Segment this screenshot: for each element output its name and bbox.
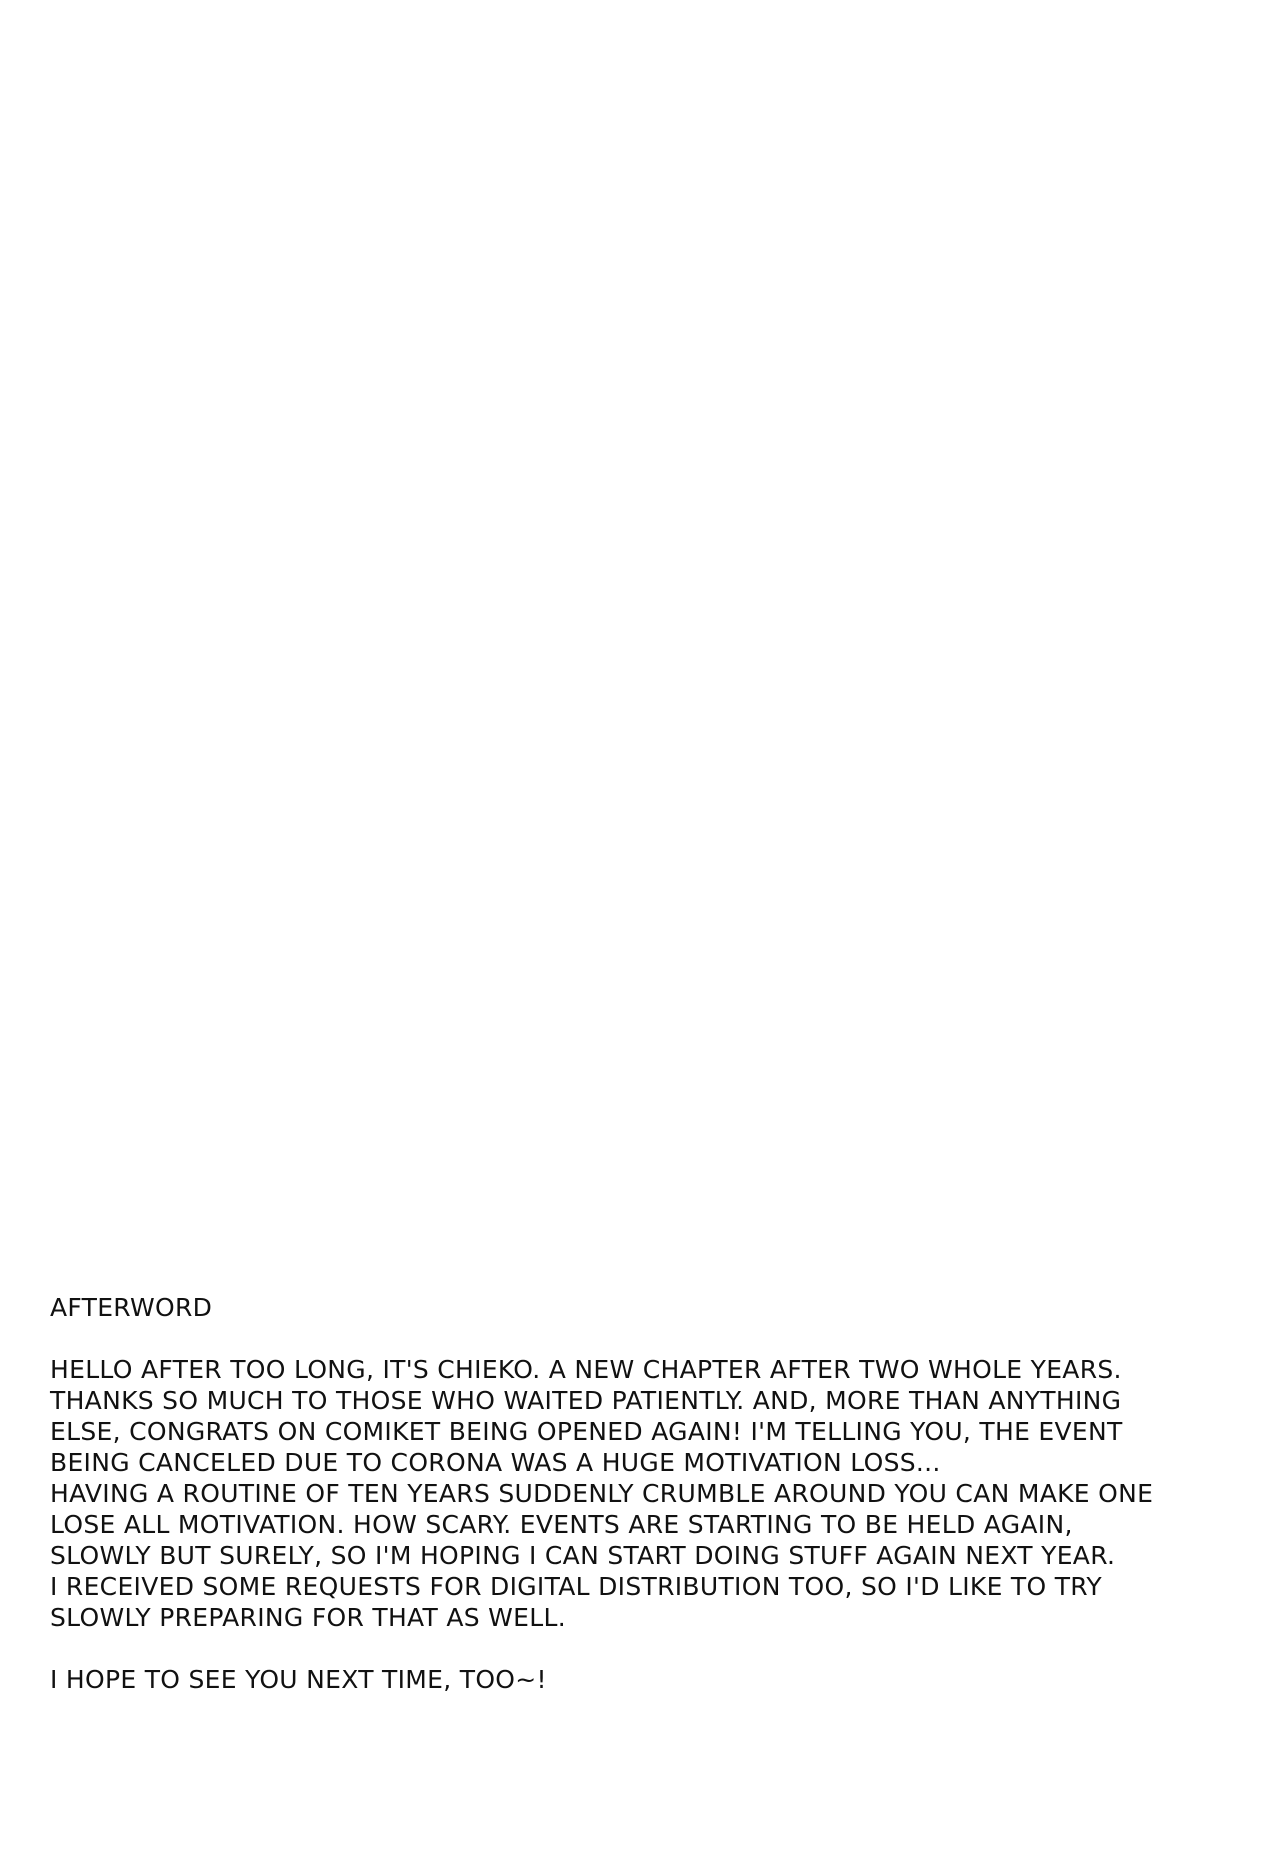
body-line: HELLO AFTER TOO LONG, IT'S CHIEKO. A NEW CHAPTER AFTER TWO WHOLE YEARS. [50,1355,1122,1384]
body-line: SLOWLY BUT SURELY, SO I'M HOPING I CAN START DOING STUFF AGAIN NEXT YEAR. [50,1541,1116,1570]
body-line: BEING CANCELED DUE TO CORONA WAS A HUGE MOTIVATION LOSS... [50,1448,941,1477]
body-line: LOSE ALL MOTIVATION. HOW SCARY. EVENTS ARE STARTING TO BE HELD AGAIN, [50,1510,1073,1539]
body-line: HAVING A ROUTINE OF TEN YEARS SUDDENLY CRUMBLE AROUND YOU CAN MAKE ONE [50,1479,1154,1508]
body-line: ELSE, CONGRATS ON COMIKET BEING OPENED AGAIN! I'M TELLING YOU, THE EVENT [50,1417,1123,1446]
afterword-body [50,1354,1250,1633]
afterword-heading: AFTERWORD [50,1293,213,1322]
body-line: THANKS SO MUCH TO THOSE WHO WAITED PATIENTLY. AND, MORE THAN ANYTHING [50,1386,1122,1415]
body-line: SLOWLY PREPARING FOR THAT AS WELL. [50,1603,566,1632]
body-line: I RECEIVED SOME REQUESTS FOR DIGITAL DISTRIBUTION TOO, SO I'D LIKE TO TRY [50,1572,1102,1601]
afterword-closing: I HOPE TO SEE YOU NEXT TIME, TOO~! [50,1665,547,1694]
afterword-section [50,1292,1250,1695]
